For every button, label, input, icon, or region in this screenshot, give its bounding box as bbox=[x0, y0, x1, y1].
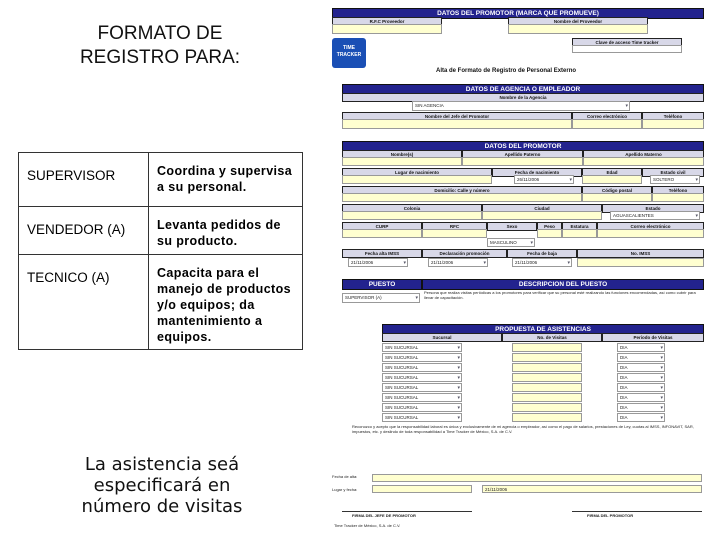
fecha-label: Fecha de alta: bbox=[332, 474, 358, 479]
correo-label: Correo electrónico bbox=[572, 112, 642, 121]
domicilio-label: Domicilio: Calle y número bbox=[342, 186, 582, 195]
agencia-bar: DATOS DE AGENCIA O EMPLEADOR bbox=[342, 84, 704, 95]
company-name: Time Tracker de México, S.A. de C.V. bbox=[334, 523, 401, 528]
role-description: Levanta pedidos de su producto. bbox=[149, 207, 303, 255]
periodo-select[interactable]: DIA ▾ bbox=[617, 383, 665, 392]
ciudad-field[interactable] bbox=[482, 211, 602, 220]
sexo-select[interactable]: MASCULINO ▾ bbox=[487, 238, 535, 247]
table-row bbox=[19, 153, 303, 207]
sucursal-select[interactable]: SIN SUCURSAL ▾ bbox=[382, 373, 462, 382]
table-row bbox=[19, 207, 303, 255]
no-imss-label: No. IMSS bbox=[577, 249, 704, 258]
lugar-field[interactable] bbox=[372, 485, 472, 493]
role-cell: TECNICO (A) bbox=[19, 255, 149, 350]
logo-icon: TIME TRACKER bbox=[332, 38, 366, 68]
fecha-nacimiento-label: Fecha de nacimiento bbox=[492, 168, 582, 177]
nombre-agencia-label: Nombre de la Agencia bbox=[342, 93, 704, 102]
sucursal-select[interactable]: SIN SUCURSAL ▾ bbox=[382, 353, 462, 362]
correo2-label: Correo electrónico bbox=[597, 222, 704, 231]
alta-imss-select[interactable]: 21/11/2006 ▾ bbox=[348, 258, 408, 267]
role-description: Coordina y supervisa a su personal. bbox=[149, 153, 303, 207]
fecha-alta-field[interactable]: 21/11/2006 bbox=[482, 485, 702, 493]
declaracion-select[interactable]: 21/11/2006 ▾ bbox=[428, 258, 488, 267]
correo-field[interactable] bbox=[572, 119, 642, 129]
firma-promotor: FIRMA DEL PROMOTOR bbox=[587, 513, 634, 518]
registration-form-image bbox=[332, 8, 704, 533]
proveedor-field[interactable] bbox=[508, 24, 648, 34]
role-cell: SUPERVISOR bbox=[19, 153, 149, 207]
sucursal-select[interactable]: SIN SUCURSAL ▾ bbox=[382, 393, 462, 402]
puesto-bar: PUESTO bbox=[342, 279, 422, 290]
sucursal-select[interactable]: SIN SUCURSAL ▾ bbox=[382, 413, 462, 422]
alta-imss-label: Fecha alta IMSS bbox=[342, 249, 422, 258]
jefe-label: Nombre del Jefe del Promotor bbox=[342, 112, 572, 121]
rfc2-field[interactable] bbox=[422, 229, 487, 238]
visitas-field[interactable] bbox=[512, 363, 582, 372]
jefe-field[interactable] bbox=[342, 119, 572, 129]
no-imss-field[interactable] bbox=[577, 258, 704, 267]
nombres-field[interactable] bbox=[342, 157, 462, 166]
visitas-field[interactable] bbox=[512, 353, 582, 362]
codigo-postal-field[interactable] bbox=[582, 193, 652, 202]
peso-field[interactable] bbox=[537, 229, 562, 238]
telefono-field[interactable] bbox=[642, 119, 704, 129]
estatura-label: Estatura bbox=[562, 222, 597, 231]
roles-table bbox=[18, 152, 303, 350]
codigo-postal-label: Código postal bbox=[582, 186, 652, 195]
estado-label: Estado bbox=[602, 204, 704, 213]
periodo-select[interactable]: DIA ▾ bbox=[617, 413, 665, 422]
proveedor-label: Nombre del Proveedor bbox=[508, 17, 648, 26]
clave-label: Clave de acceso Time tracker bbox=[572, 38, 682, 47]
periodo-select[interactable]: DIA ▾ bbox=[617, 363, 665, 372]
rfc2-label: RFC bbox=[422, 222, 487, 231]
sucursal-select[interactable]: SIN SUCURSAL ▾ bbox=[382, 383, 462, 392]
curp-field[interactable] bbox=[342, 229, 422, 238]
promotor-bar: DATOS DEL PROMOTOR bbox=[342, 141, 704, 152]
form-title: Alta de Formato de Registro de Personal Externo bbox=[436, 68, 577, 74]
sexo-label: Sexo bbox=[487, 222, 537, 231]
estado-select[interactable]: AGUASCALIENTES ▾ bbox=[610, 211, 700, 220]
descripcion-text: Persona que realiza visitas periódicas a los promotores para verificar que su personal esté realizando las funciones encomendadas, así como cubrir para llevar de capacitación. bbox=[424, 290, 696, 300]
puesto-select[interactable]: SUPERVISOR (A) ▾ bbox=[342, 293, 420, 303]
periodo-select[interactable]: DIA ▾ bbox=[617, 373, 665, 382]
ciudad-label: Ciudad bbox=[482, 204, 602, 213]
visitas-field[interactable] bbox=[512, 393, 582, 402]
sucursal-select[interactable]: SIN SUCURSAL ▾ bbox=[382, 343, 462, 352]
periodo-select[interactable]: DIA ▾ bbox=[617, 393, 665, 402]
telefono2-field[interactable] bbox=[652, 193, 704, 202]
periodo-select[interactable]: DIA ▾ bbox=[617, 343, 665, 352]
estado-civil-select[interactable]: SOLTERO ▾ bbox=[650, 175, 700, 184]
edad-label: Edad bbox=[582, 168, 642, 177]
visitas-field[interactable] bbox=[512, 383, 582, 392]
visitas-field[interactable] bbox=[512, 373, 582, 382]
apellido-paterno-field[interactable] bbox=[462, 157, 583, 166]
visitas-label: No. de Visitas bbox=[502, 333, 602, 342]
declaracion-label: Declaración promoción bbox=[422, 249, 507, 258]
header-bar: DATOS DEL PROMOTOR (MARCA QUE PROMUEVE) bbox=[332, 8, 704, 19]
periodo-label: Periodo de Visitas bbox=[602, 333, 704, 342]
nombres-label: Nombre(s) bbox=[342, 150, 462, 159]
telefono-label: Teléfono bbox=[642, 112, 704, 121]
apellido-paterno-label: Apellido Paterno bbox=[462, 150, 583, 159]
firma-jefe: FIRMA DEL JEFE DE PROMOTOR bbox=[352, 513, 416, 518]
apellido-materno-field[interactable] bbox=[583, 157, 704, 166]
sucursal-label: Sucursal bbox=[382, 333, 502, 342]
sucursal-select[interactable]: SIN SUCURSAL ▾ bbox=[382, 403, 462, 412]
estado-civil-label: Estado civil bbox=[642, 168, 704, 177]
estatura-field[interactable] bbox=[562, 229, 597, 238]
rfc-label: R.F.C Proveedor bbox=[332, 17, 442, 26]
role-description: Capacita para el manejo de productos y/o equipos; da mantenimiento a equipos. bbox=[149, 255, 303, 350]
lugar-nacimiento-label: Lugar de nacimiento bbox=[342, 168, 492, 177]
clave-field[interactable] bbox=[572, 45, 682, 53]
visitas-field[interactable] bbox=[512, 413, 582, 422]
rfc-field[interactable] bbox=[332, 24, 442, 34]
table-row bbox=[19, 255, 303, 350]
descripcion-bar: DESCRIPCION DEL PUESTO bbox=[422, 279, 704, 290]
baja-label: Fecha de baja bbox=[507, 249, 577, 258]
agencia-select[interactable]: SIN AGENCIA ▾ bbox=[412, 101, 630, 111]
fecha-nacimiento-select[interactable]: 26/11/2006 ▾ bbox=[514, 175, 574, 184]
visitas-field[interactable] bbox=[512, 403, 582, 412]
domicilio-field[interactable] bbox=[342, 193, 582, 202]
legal-text: Reconozco y acepto que la responsabilidad laboral es única y exclusivamente de mi agencia o empleador, así como el pago de salarios, prestaciones de Ley, cuotas al IMSS, INFONAVIT, SAR, impuestos, etc. y deslindo de toda responsabilidad a Time Tracker de México, S.A. de C.V. bbox=[352, 424, 694, 434]
asistencias-bar: PROPUESTA DE ASISTENCIAS bbox=[382, 324, 704, 335]
correo2-field[interactable] bbox=[597, 229, 704, 238]
lugar-nacimiento-field[interactable] bbox=[342, 175, 492, 184]
baja-select[interactable]: 21/11/2006 ▾ bbox=[512, 258, 572, 267]
peso-label: Peso bbox=[537, 222, 562, 231]
curp-label: CURP bbox=[342, 222, 422, 231]
sucursal-select[interactable]: SIN SUCURSAL ▾ bbox=[382, 363, 462, 372]
periodo-select[interactable]: DIA ▾ bbox=[617, 403, 665, 412]
apellido-materno-label: Apellido Materno bbox=[583, 150, 704, 159]
lugar-label: Lugar y fecha: bbox=[332, 487, 358, 492]
role-cell: VENDEDOR (A) bbox=[19, 207, 149, 255]
fecha-field[interactable] bbox=[372, 474, 702, 482]
footer-note: La asistencia seá especificará en número de visitas bbox=[81, 454, 243, 517]
edad-field[interactable] bbox=[582, 175, 642, 184]
telefono2-label: Teléfono bbox=[652, 186, 704, 195]
visitas-field[interactable] bbox=[512, 343, 582, 352]
periodo-select[interactable]: DIA ▾ bbox=[617, 353, 665, 362]
slide-title: FORMATO DE REGISTRO PARA: bbox=[79, 23, 241, 68]
colonia-label: Colonia bbox=[342, 204, 482, 213]
colonia-field[interactable] bbox=[342, 211, 482, 220]
